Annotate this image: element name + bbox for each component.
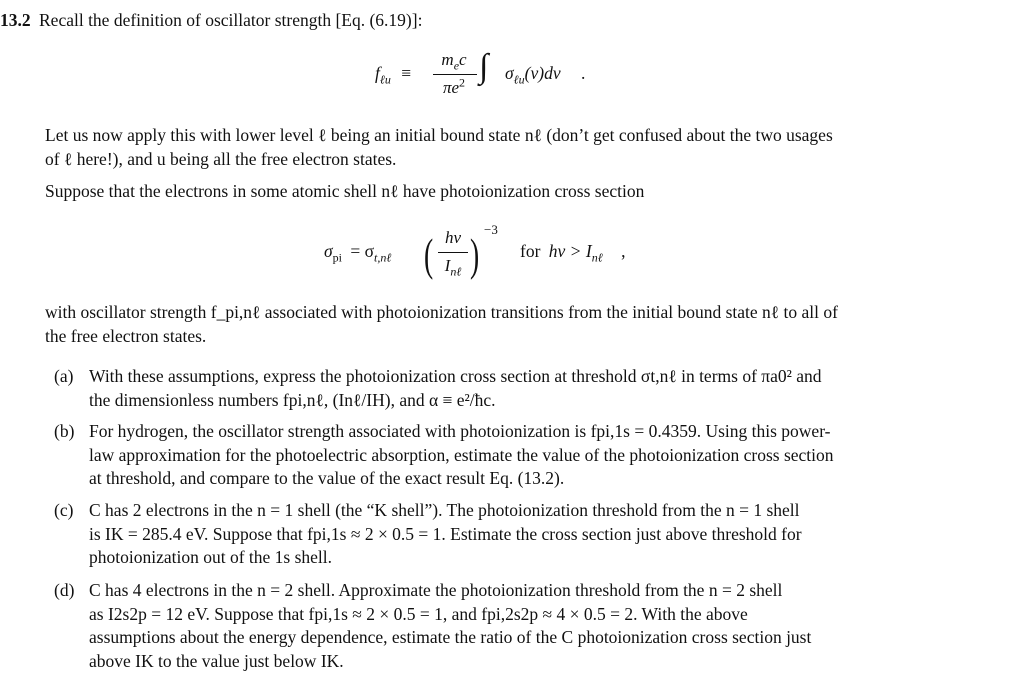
item-text: For hydrogen, the oscillator strength associated with photoionization is fpi,1s = 0.4359. Using this power- law approximation for the photoelectric absorption, estimate the value of the photoionization cross section at threshold, and compare to the value of the exact result Eq. (13.2). <box>89 421 834 489</box>
eq2-denominator: $I_{n\ell}$ <box>444 256 462 279</box>
eq2-exponent: −3 <box>484 222 498 237</box>
item-label: (b) <box>54 421 75 441</box>
paragraph-apply-definition: Let us now apply this with lower level ℓ being an initial bound state nℓ (don’t get confused about the two usages of ℓ here!), and u being all the free electron states. <box>45 125 833 169</box>
eq2-lhs: $\sigma_{pi} = \sigma_{t,n\ell}$ <box>324 241 392 265</box>
problem-header <box>0 9 422 31</box>
left-paren: ( <box>424 229 434 280</box>
item-label: (c) <box>54 500 74 520</box>
eq2-numerator: hν <box>444 228 462 247</box>
eq2-fraction-bar <box>438 252 468 253</box>
item-text: With these assumptions, express the photoionization cross section at threshold σt,nℓ in terms of πa0² and the dimensionless numbers fpi,nℓ, (Inℓ/IH), and α ≡ e²/ħc. <box>89 366 822 410</box>
integral-sign: ∫ <box>479 48 489 85</box>
problem-intro: Recall the definition of oscillator strength [Eq. (6.19)]: <box>39 10 423 30</box>
eq1-lhs: $f_{\ell u}$ ≡ <box>375 63 412 87</box>
eq1-denominator: $\pi e^2$ <box>442 75 466 97</box>
paragraph-suppose: Suppose that the electrons in some atomic shell nℓ have photoionization cross section <box>45 181 645 201</box>
item-label: (d) <box>54 580 75 600</box>
item-text: C has 4 electrons in the n = 2 shell. Approximate the photoionization threshold from the n = 2 shell as I2s2p = 12 eV. Suppose that fpi,1s ≈ 2 × 0.5 = 1, and fpi,2s2p ≈ 4 × 0.5 = 2. With the above assumptions about the energy dependence, estimate the ratio of the C photoionization cross section just above IK to the value just below IK. <box>89 580 812 671</box>
eq2-condition: for $h\nu > I_{n\ell}$ , <box>520 241 626 265</box>
eq1-fraction-bar <box>433 74 477 75</box>
item-text: C has 2 electrons in the n = 1 shell (the “K shell”). The photoionization threshold from the n = 1 shell is IK = 285.4 eV. Suppose that fpi,1s ≈ 2 × 0.5 = 1. Estimate the cross section just above threshold for photoionization out of the 1s shell. <box>89 500 802 568</box>
paragraph-oscillator-strength: with oscillator strength f_pi,nℓ associated with photoionization transitions from the initial bound state nℓ to all of the free electron states. <box>45 302 838 346</box>
item-label: (a) <box>54 366 74 386</box>
eq1-numerator: $m_ec$ <box>441 50 467 73</box>
eq1-integrand: $\sigma_{\ell u}(\nu)d\nu$ . <box>505 63 586 87</box>
problem-number: 13.2 <box>0 10 31 30</box>
right-paren: ) <box>470 229 480 280</box>
